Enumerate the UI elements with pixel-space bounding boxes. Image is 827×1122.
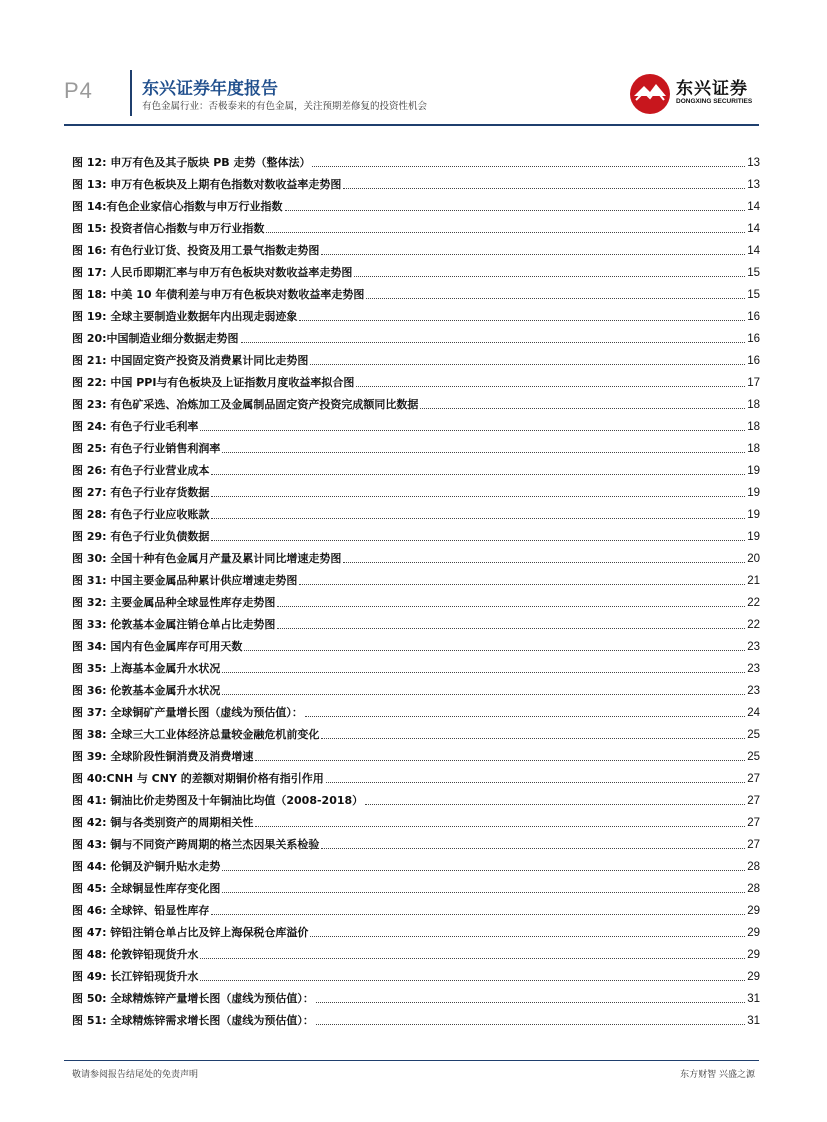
toc-label: 图 44: 伦铜及沪铜升贴水走势 <box>72 860 221 873</box>
toc-leader-dots <box>316 1001 745 1003</box>
toc-label: 图 47: 锌铅注销仓单占比及锌上海保税仓库溢价 <box>72 926 309 939</box>
toc-row[interactable] <box>72 326 760 348</box>
toc-label: 图 36: 伦敦基本金属升水状况 <box>72 684 221 697</box>
toc-page-number: 28 <box>747 861 760 873</box>
toc-row[interactable] <box>72 854 760 876</box>
toc-leader-dots <box>316 1023 745 1025</box>
toc-row[interactable] <box>72 964 760 986</box>
toc-page-number: 27 <box>747 839 760 851</box>
toc-label: 图 20:中国制造业细分数据走势图 <box>72 332 239 345</box>
toc-leader-dots <box>310 935 745 937</box>
toc-page-number: 16 <box>747 355 760 367</box>
toc-label: 图 19: 全球主要制造业数据年内出现走弱迹象 <box>72 310 298 323</box>
toc-row[interactable] <box>72 700 760 722</box>
toc-row[interactable] <box>72 194 760 216</box>
toc-label: 图 28: 有色子行业应收账款 <box>72 508 210 521</box>
toc-label: 图 14:有色企业家信心指数与申万行业指数 <box>72 200 283 213</box>
toc-page-number: 13 <box>747 179 760 191</box>
toc-row[interactable] <box>72 172 760 194</box>
toc-leader-dots <box>222 693 745 695</box>
toc-label: 图 12: 申万有色及其子版块 PB 走势（整体法） <box>72 156 311 169</box>
toc-leader-dots <box>211 913 745 915</box>
toc-leader-dots <box>366 297 745 299</box>
toc-leader-dots <box>420 407 745 409</box>
figure-list <box>72 150 760 1030</box>
toc-leader-dots <box>343 187 745 189</box>
toc-label: 图 41: 铜油比价走势图及十年铜油比均值（2008-2018） <box>72 794 364 807</box>
toc-row[interactable] <box>72 788 760 810</box>
toc-page-number: 19 <box>747 465 760 477</box>
toc-row[interactable] <box>72 590 760 612</box>
toc-row[interactable] <box>72 502 760 524</box>
toc-page-number: 16 <box>747 333 760 345</box>
toc-row[interactable] <box>72 282 760 304</box>
toc-page-number: 18 <box>747 421 760 433</box>
footer-rule <box>64 1060 759 1061</box>
toc-label: 图 16: 有色行业订货、投资及用工景气指数走势图 <box>72 244 320 257</box>
toc-label: 图 21: 中国固定资产投资及消费累计同比走势图 <box>72 354 309 367</box>
toc-label: 图 18: 中美 10 年债利差与申万有色板块对数收益率走势图 <box>72 288 365 301</box>
toc-leader-dots <box>321 253 745 255</box>
toc-row[interactable] <box>72 414 760 436</box>
toc-leader-dots <box>222 869 745 871</box>
toc-page-number: 23 <box>747 685 760 697</box>
toc-page-number: 31 <box>747 1015 760 1027</box>
report-subtitle: 有色金属行业：否极泰来的有色金属，关注预期差修复的投资性机会 <box>142 101 428 112</box>
toc-label: 图 45: 全球铜显性库存变化图 <box>72 882 221 895</box>
toc-page-number: 19 <box>747 509 760 521</box>
toc-row[interactable] <box>72 568 760 590</box>
toc-leader-dots <box>255 825 745 827</box>
toc-leader-dots <box>222 451 745 453</box>
toc-label: 图 35: 上海基本金属升水状况 <box>72 662 221 675</box>
toc-leader-dots <box>200 957 745 959</box>
toc-leader-dots <box>321 737 745 739</box>
toc-row[interactable] <box>72 524 760 546</box>
toc-row[interactable] <box>72 634 760 656</box>
toc-row[interactable] <box>72 150 760 172</box>
toc-leader-dots <box>310 363 745 365</box>
toc-label: 图 50: 全球精炼锌产量增长图（虚线为预估值）： <box>72 992 314 1005</box>
toc-leader-dots <box>356 385 745 387</box>
toc-page-number: 27 <box>747 817 760 829</box>
toc-leader-dots <box>241 341 746 343</box>
toc-leader-dots <box>244 649 745 651</box>
page-header <box>0 0 827 130</box>
header-rule <box>64 124 759 126</box>
toc-leader-dots <box>285 209 746 211</box>
toc-leader-dots <box>365 803 745 805</box>
toc-page-number: 22 <box>747 619 760 631</box>
toc-page-number: 17 <box>747 377 760 389</box>
toc-row[interactable] <box>72 238 760 260</box>
toc-row[interactable] <box>72 436 760 458</box>
toc-page-number: 22 <box>747 597 760 609</box>
toc-row[interactable] <box>72 612 760 634</box>
toc-page-number: 23 <box>747 663 760 675</box>
toc-leader-dots <box>305 715 745 717</box>
toc-leader-dots <box>255 759 745 761</box>
toc-page-number: 14 <box>747 245 760 257</box>
toc-leader-dots <box>354 275 745 277</box>
header-divider <box>130 70 132 116</box>
toc-leader-dots <box>266 231 745 233</box>
toc-label: 图 30: 全国十种有色金属月产量及累计同比增速走势图 <box>72 552 342 565</box>
toc-page-number: 29 <box>747 971 760 983</box>
toc-row[interactable] <box>72 1008 760 1030</box>
toc-label: 图 17: 人民币即期汇率与申万有色板块对数收益率走势图 <box>72 266 353 279</box>
toc-row[interactable] <box>72 370 760 392</box>
toc-leader-dots <box>211 495 745 497</box>
toc-page-number: 19 <box>747 531 760 543</box>
toc-label: 图 13: 申万有色板块及上期有色指数对数收益率走势图 <box>72 178 342 191</box>
toc-row[interactable] <box>72 458 760 480</box>
toc-row[interactable] <box>72 260 760 282</box>
toc-page-number: 15 <box>747 267 760 279</box>
toc-row[interactable] <box>72 216 760 238</box>
toc-page-number: 18 <box>747 399 760 411</box>
toc-label: 图 24: 有色子行业毛利率 <box>72 420 199 433</box>
toc-page-number: 23 <box>747 641 760 653</box>
toc-label: 图 42: 铜与各类别资产的周期相关性 <box>72 816 254 829</box>
toc-label: 图 34: 国内有色金属库存可用天数 <box>72 640 243 653</box>
toc-row[interactable] <box>72 480 760 502</box>
toc-label: 图 26: 有色子行业营业成本 <box>72 464 210 477</box>
toc-row[interactable] <box>72 678 760 700</box>
toc-page-number: 29 <box>747 949 760 961</box>
toc-row[interactable] <box>72 392 760 414</box>
toc-page-number: 27 <box>747 773 760 785</box>
toc-row[interactable] <box>72 546 760 568</box>
toc-row[interactable] <box>72 810 760 832</box>
toc-label: 图 29: 有色子行业负债数据 <box>72 530 210 543</box>
logo-english: DONGXING SECURITIES <box>676 98 753 105</box>
toc-leader-dots <box>200 429 745 431</box>
toc-page-number: 19 <box>747 487 760 499</box>
toc-label: 图 37: 全球铜矿产量增长图（虚线为预估值）： <box>72 706 303 719</box>
toc-label: 图 51: 全球精炼锌需求增长图（虚线为预估值）： <box>72 1014 314 1027</box>
toc-page-number: 21 <box>747 575 760 587</box>
toc-row[interactable] <box>72 876 760 898</box>
toc-page-number: 25 <box>747 729 760 741</box>
toc-label: 图 23: 有色矿采选、冶炼加工及金属制品固定资产投资完成额同比数据 <box>72 398 419 411</box>
toc-row[interactable] <box>72 942 760 964</box>
toc-leader-dots <box>222 891 745 893</box>
toc-label: 图 46: 全球锌、铅显性库存 <box>72 904 210 917</box>
toc-page-number: 28 <box>747 883 760 895</box>
toc-page-number: 14 <box>747 201 760 213</box>
toc-row[interactable] <box>72 920 760 942</box>
toc-page-number: 16 <box>747 311 760 323</box>
toc-leader-dots <box>312 165 745 167</box>
toc-page-number: 14 <box>747 223 760 235</box>
toc-row[interactable] <box>72 898 760 920</box>
toc-page-number: 18 <box>747 443 760 455</box>
toc-leader-dots <box>211 517 745 519</box>
toc-leader-dots <box>222 671 745 673</box>
toc-leader-dots <box>211 539 745 541</box>
toc-page-number: 20 <box>747 553 760 565</box>
toc-leader-dots <box>321 847 745 849</box>
toc-row[interactable] <box>72 744 760 766</box>
toc-label: 图 48: 伦敦锌铅现货升水 <box>72 948 199 961</box>
toc-row[interactable] <box>72 348 760 370</box>
toc-label: 图 39: 全球阶段性铜消费及消费增速 <box>72 750 254 763</box>
toc-label: 图 32: 主要金属品种全球显性库存走势图 <box>72 596 276 609</box>
toc-row[interactable] <box>72 722 760 744</box>
toc-leader-dots <box>211 473 745 475</box>
toc-row[interactable] <box>72 766 760 788</box>
toc-page-number: 24 <box>747 707 760 719</box>
toc-page-number: 13 <box>747 157 760 169</box>
toc-row[interactable] <box>72 986 760 1008</box>
toc-row[interactable] <box>72 656 760 678</box>
toc-label: 图 40:CNH 与 CNY 的差额对期铜价格有指引作用 <box>72 772 324 785</box>
toc-page-number: 15 <box>747 289 760 301</box>
toc-label: 图 25: 有色子行业销售利润率 <box>72 442 221 455</box>
toc-leader-dots <box>326 781 745 783</box>
toc-row[interactable] <box>72 304 760 326</box>
toc-row[interactable] <box>72 832 760 854</box>
toc-page-number: 29 <box>747 905 760 917</box>
toc-leader-dots <box>200 979 745 981</box>
toc-label: 图 31: 中国主要金属品种累计供应增速走势图 <box>72 574 298 587</box>
toc-label: 图 27: 有色子行业存货数据 <box>72 486 210 499</box>
toc-page-number: 31 <box>747 993 760 1005</box>
toc-label: 图 15: 投资者信心指数与申万行业指数 <box>72 222 265 235</box>
toc-page-number: 29 <box>747 927 760 939</box>
toc-page-number: 25 <box>747 751 760 763</box>
toc-label: 图 43: 铜与不同资产跨周期的格兰杰因果关系检验 <box>72 838 320 851</box>
toc-leader-dots <box>343 561 745 563</box>
toc-label: 图 49: 长江锌铅现货升水 <box>72 970 199 983</box>
footer-slogan: 东方财智 兴盛之源 <box>680 1070 755 1080</box>
report-title: 东兴证券年度报告 <box>142 79 278 99</box>
logo-text: 东兴证券 <box>676 79 748 99</box>
toc-leader-dots <box>299 319 745 321</box>
toc-page-number: 27 <box>747 795 760 807</box>
toc-label: 图 22: 中国 PPI与有色板块及上证指数月度收益率拟合图 <box>72 376 355 389</box>
toc-leader-dots <box>277 627 745 629</box>
toc-label: 图 33: 伦敦基本金属注销仓单占比走势图 <box>72 618 276 631</box>
toc-label: 图 38: 全球三大工业体经济总量较金融危机前变化 <box>72 728 320 741</box>
toc-leader-dots <box>299 583 745 585</box>
footer-disclaimer: 敬请参阅报告结尾处的免责声明 <box>72 1070 199 1080</box>
page-number: P4 <box>64 78 93 103</box>
toc-leader-dots <box>277 605 745 607</box>
